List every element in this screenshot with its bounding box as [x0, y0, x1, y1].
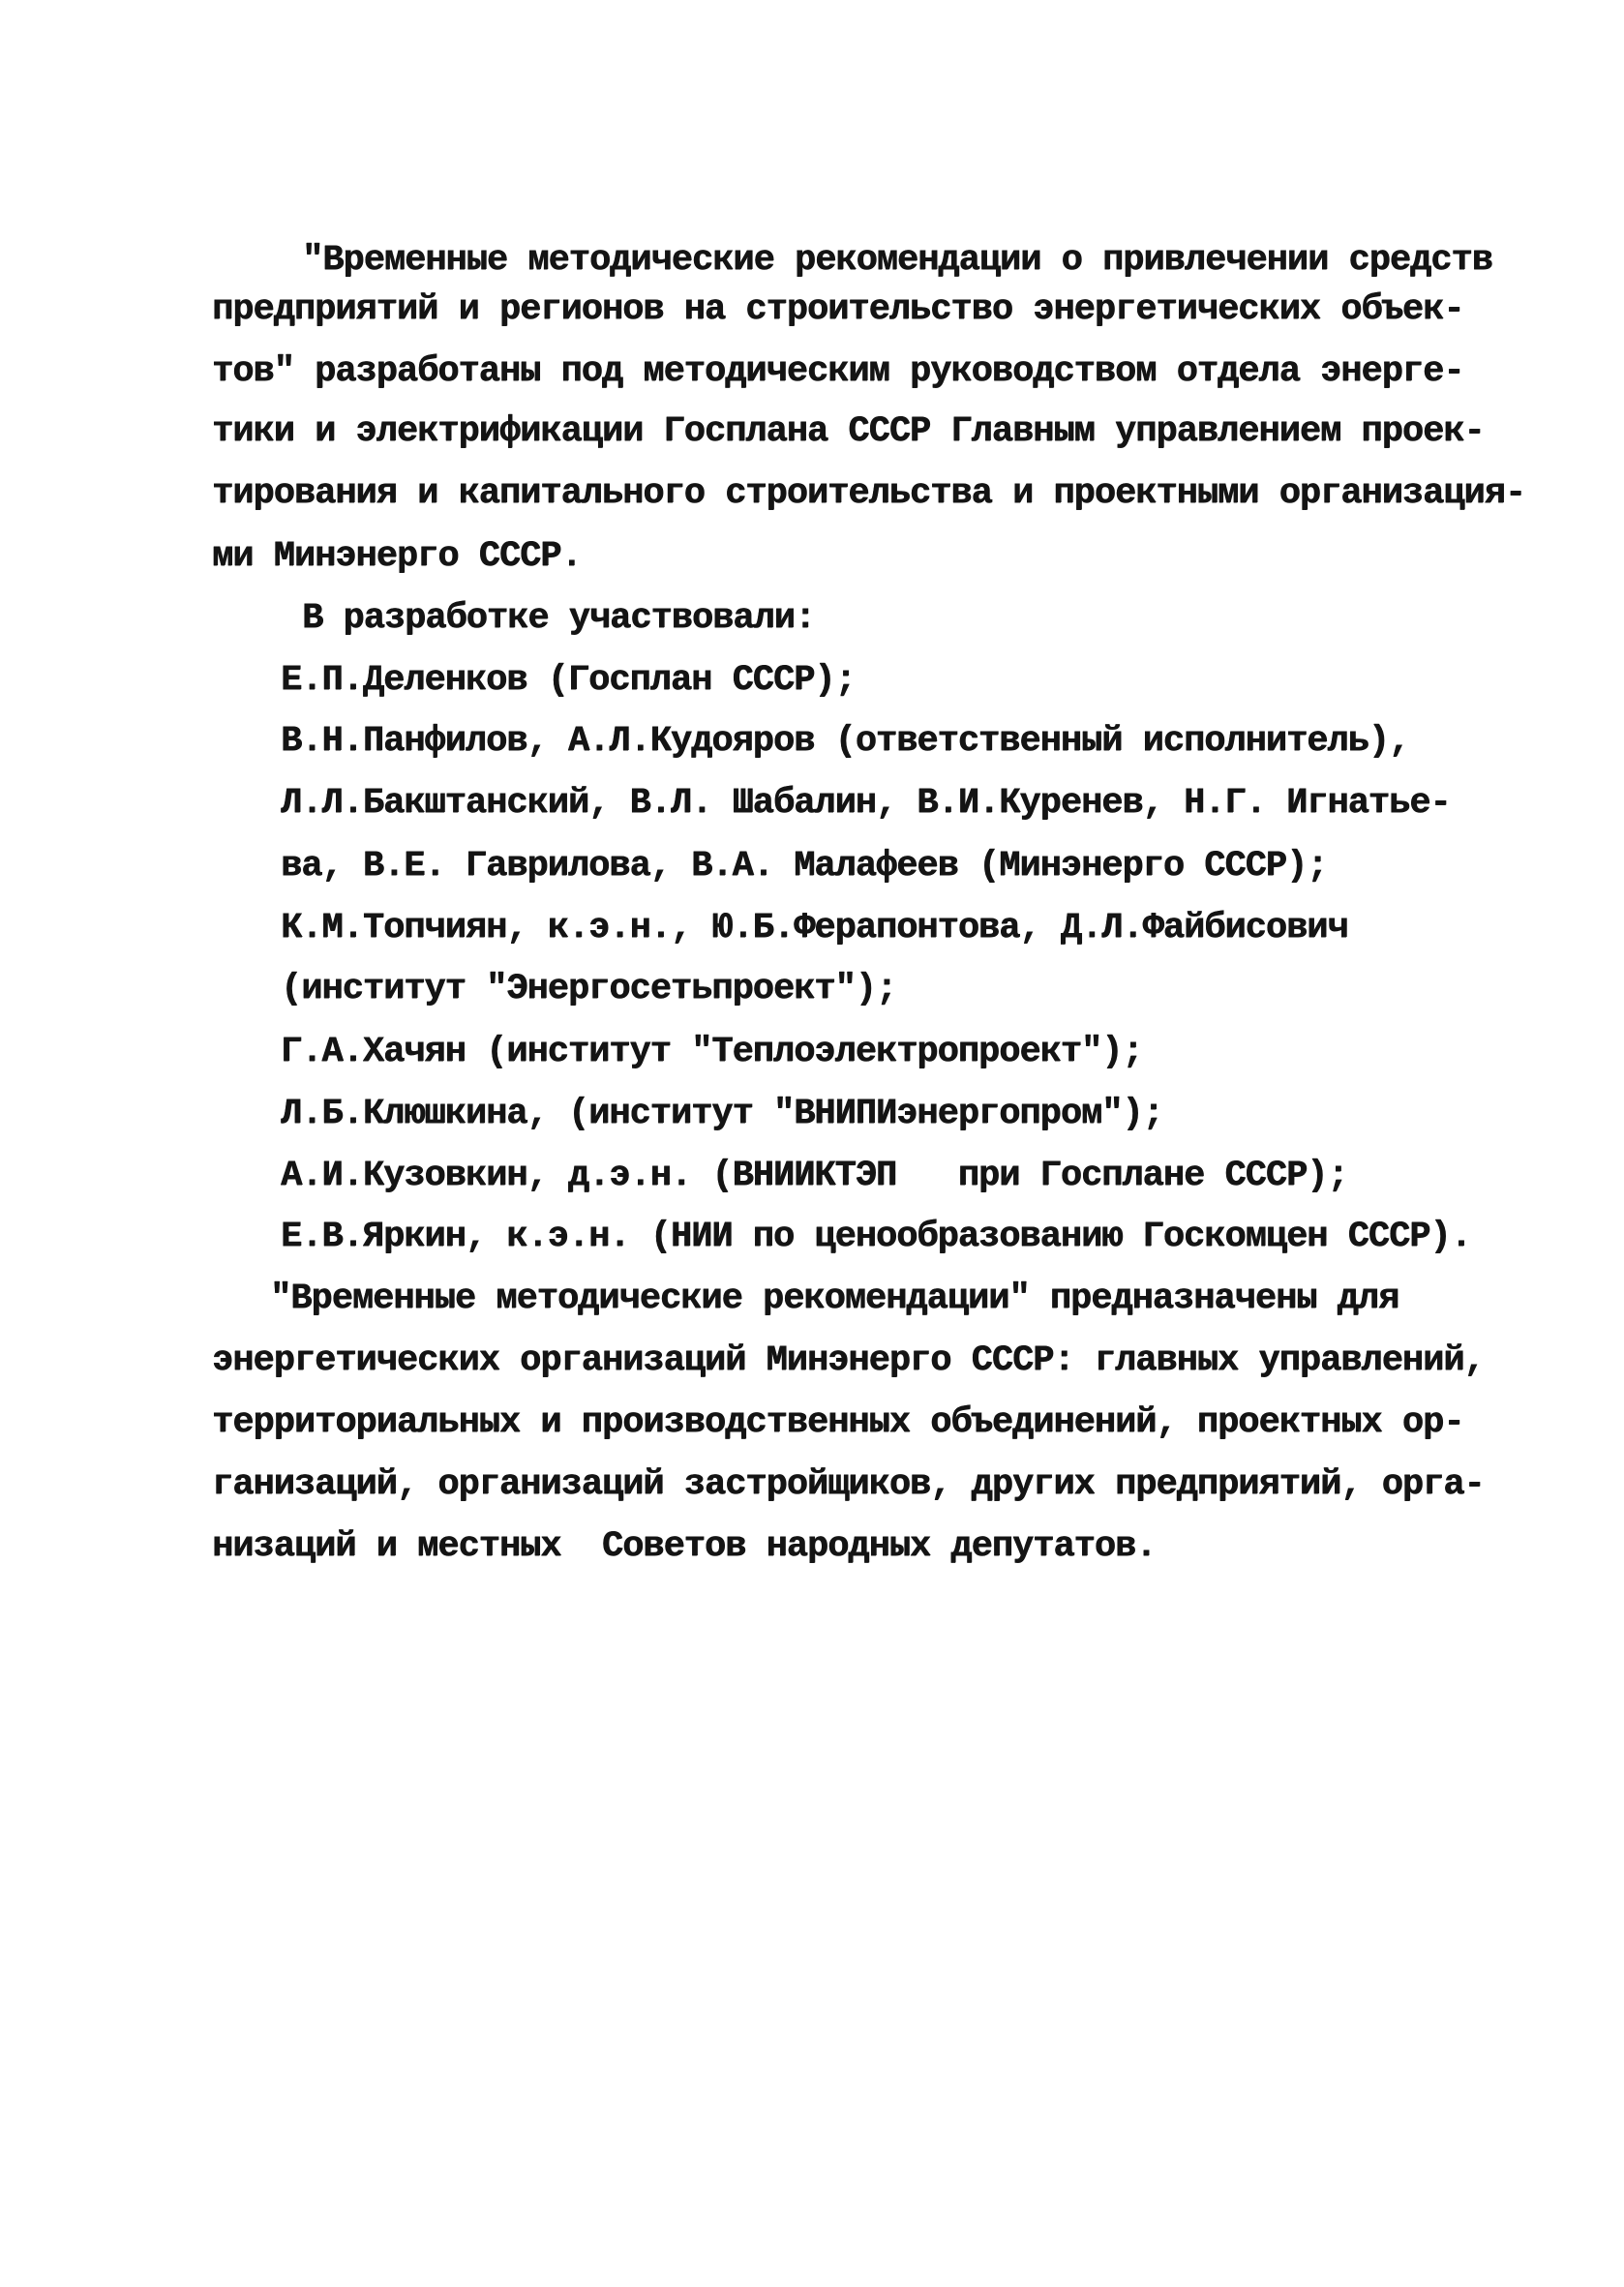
intro-line-3: тов" разработаны под методическим руководством отдела энерге- [212, 351, 1464, 392]
participant-line-4: ва, В.Е. Гаврилова, В.А. Малафеев (Минэнерго СССР); [281, 846, 1328, 887]
participant-line-7: Г.А.Хачян (институт "Теплоэлектропроект"); [281, 1032, 1143, 1072]
purpose-line-1: "Временные методические рекомендации" предназначены для [270, 1279, 1399, 1319]
participant-line-8: Л.Б.Клюшкина, (институт "ВНИПИэнергопром"); [281, 1094, 1163, 1134]
participant-line-10: Е.В.Яркин, к.э.н. (НИИ по ценообразованию Госкомцен СССР). [281, 1217, 1471, 1257]
intro-line-5: тирования и капитального строительства и проектными организация- [212, 473, 1526, 514]
participant-line-3: Л.Л.Бакштанский, В.Л. Шабалин, В.И.Куренев, Н.Г. Игнатье- [281, 783, 1451, 824]
purpose-line-4: ганизаций, организаций застройщиков, других предприятий, орга- [212, 1464, 1485, 1505]
intro-line-4: тики и электрификации Госплана СССР Главным управлением проек- [212, 411, 1485, 452]
intro-line-1: "Временные методические рекомендации о привлечении средств [302, 240, 1492, 281]
participant-line-2: В.Н.Панфилов, А.Л.Кудояров (ответственный исполнитель), [281, 721, 1410, 762]
purpose-line-2: энергетических организаций Минэнерго СССР: главных управлений, [212, 1340, 1485, 1381]
purpose-line-3: территориальных и производственных объединений, проектных ор- [212, 1402, 1464, 1443]
participant-line-9: А.И.Кузовкин, д.э.н. (ВНИИКТЭП при Госплане СССР); [281, 1156, 1348, 1196]
participants-heading: В разработке участвовали: [302, 598, 816, 639]
intro-line-2: предприятий и регионов на строительство энергетических объек- [212, 289, 1464, 330]
participant-line-5: К.М.Топчиян, к.э.н., Ю.Б.Ферапонтова, Д.Л.Файбисович [281, 908, 1348, 948]
participant-line-6: (институт "Энергосетьпроект"); [281, 969, 897, 1009]
purpose-line-5: низаций и местных Советов народных депутатов. [212, 1526, 1157, 1567]
intro-line-6: ми Минэнерго СССР. [212, 536, 582, 577]
participant-line-1: Е.П.Деленков (Госплан СССР); [281, 660, 856, 701]
